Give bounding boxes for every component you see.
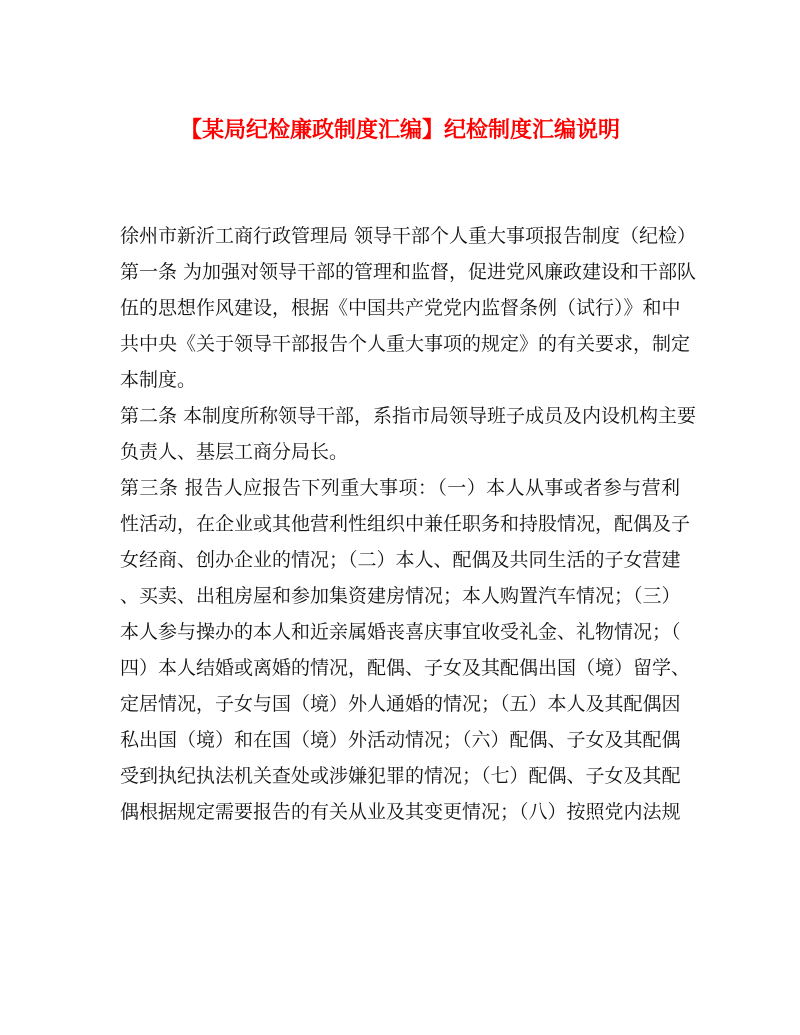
- body-line-12: 本人参与操办的本人和近亲属婚丧喜庆事宜收受礼金、礼物情况；（: [120, 621, 681, 643]
- body-line-13: 四）本人结婚或离婚的情况，配偶、子女及其配偶出国（境）留学、: [120, 657, 691, 679]
- body-line-2: 第一条 为加强对领导干部的管理和监督，促进党风廉政建设和干部队: [120, 261, 697, 283]
- body-line-15: 私出国（境）和在国（境）外活动情况；（六）配偶、子女及其配偶: [120, 729, 681, 751]
- document-title: 【某局纪检廉政制度汇编】纪检制度汇编说明: [179, 117, 620, 143]
- body-line-17: 偶根据规定需要报告的有关从业及其变更情况；（八）按照党内法规: [120, 801, 681, 823]
- document-body: [120, 218, 697, 830]
- body-line-10: 女经商、创办企业的情况；（二）本人、配偶及共同生活的子女营建: [120, 549, 681, 571]
- body-line-11: 、买卖、出租房屋和参加集资建房情况；本人购置汽车情况；（三）: [120, 585, 681, 607]
- body-line-7: 负责人、基层工商分局长。: [120, 441, 349, 463]
- body-line-14: 定居情况，子女与国（境）外人通婚的情况；（五）本人及其配偶因: [120, 693, 681, 715]
- body-line-3: 伍的思想作风建设，根据《中国共产党党内监督条例（试行）》和中: [120, 297, 681, 319]
- body-line-9: 性活动，在企业或其他营利性组织中兼任职务和持股情况，配偶及子: [120, 513, 691, 535]
- body-line-6: 第二条 本制度所称领导干部，系指市局领导班子成员及内设机构主要: [120, 405, 697, 427]
- body-line-8: 第三条 报告人应报告下列重大事项：（一）本人从事或者参与营利: [120, 477, 680, 499]
- body-line-5: 本制度。: [120, 369, 197, 391]
- body-line-16: 受到执纪执法机关查处或涉嫌犯罪的情况；（七）配偶、子女及其配: [120, 765, 681, 787]
- body-line-4: 共中央《关于领导干部报告个人重大事项的规定》的有关要求，制定: [120, 333, 691, 355]
- body-line-1: 徐州市新沂工商行政管理局 领导干部个人重大事项报告制度（纪检）: [120, 225, 697, 247]
